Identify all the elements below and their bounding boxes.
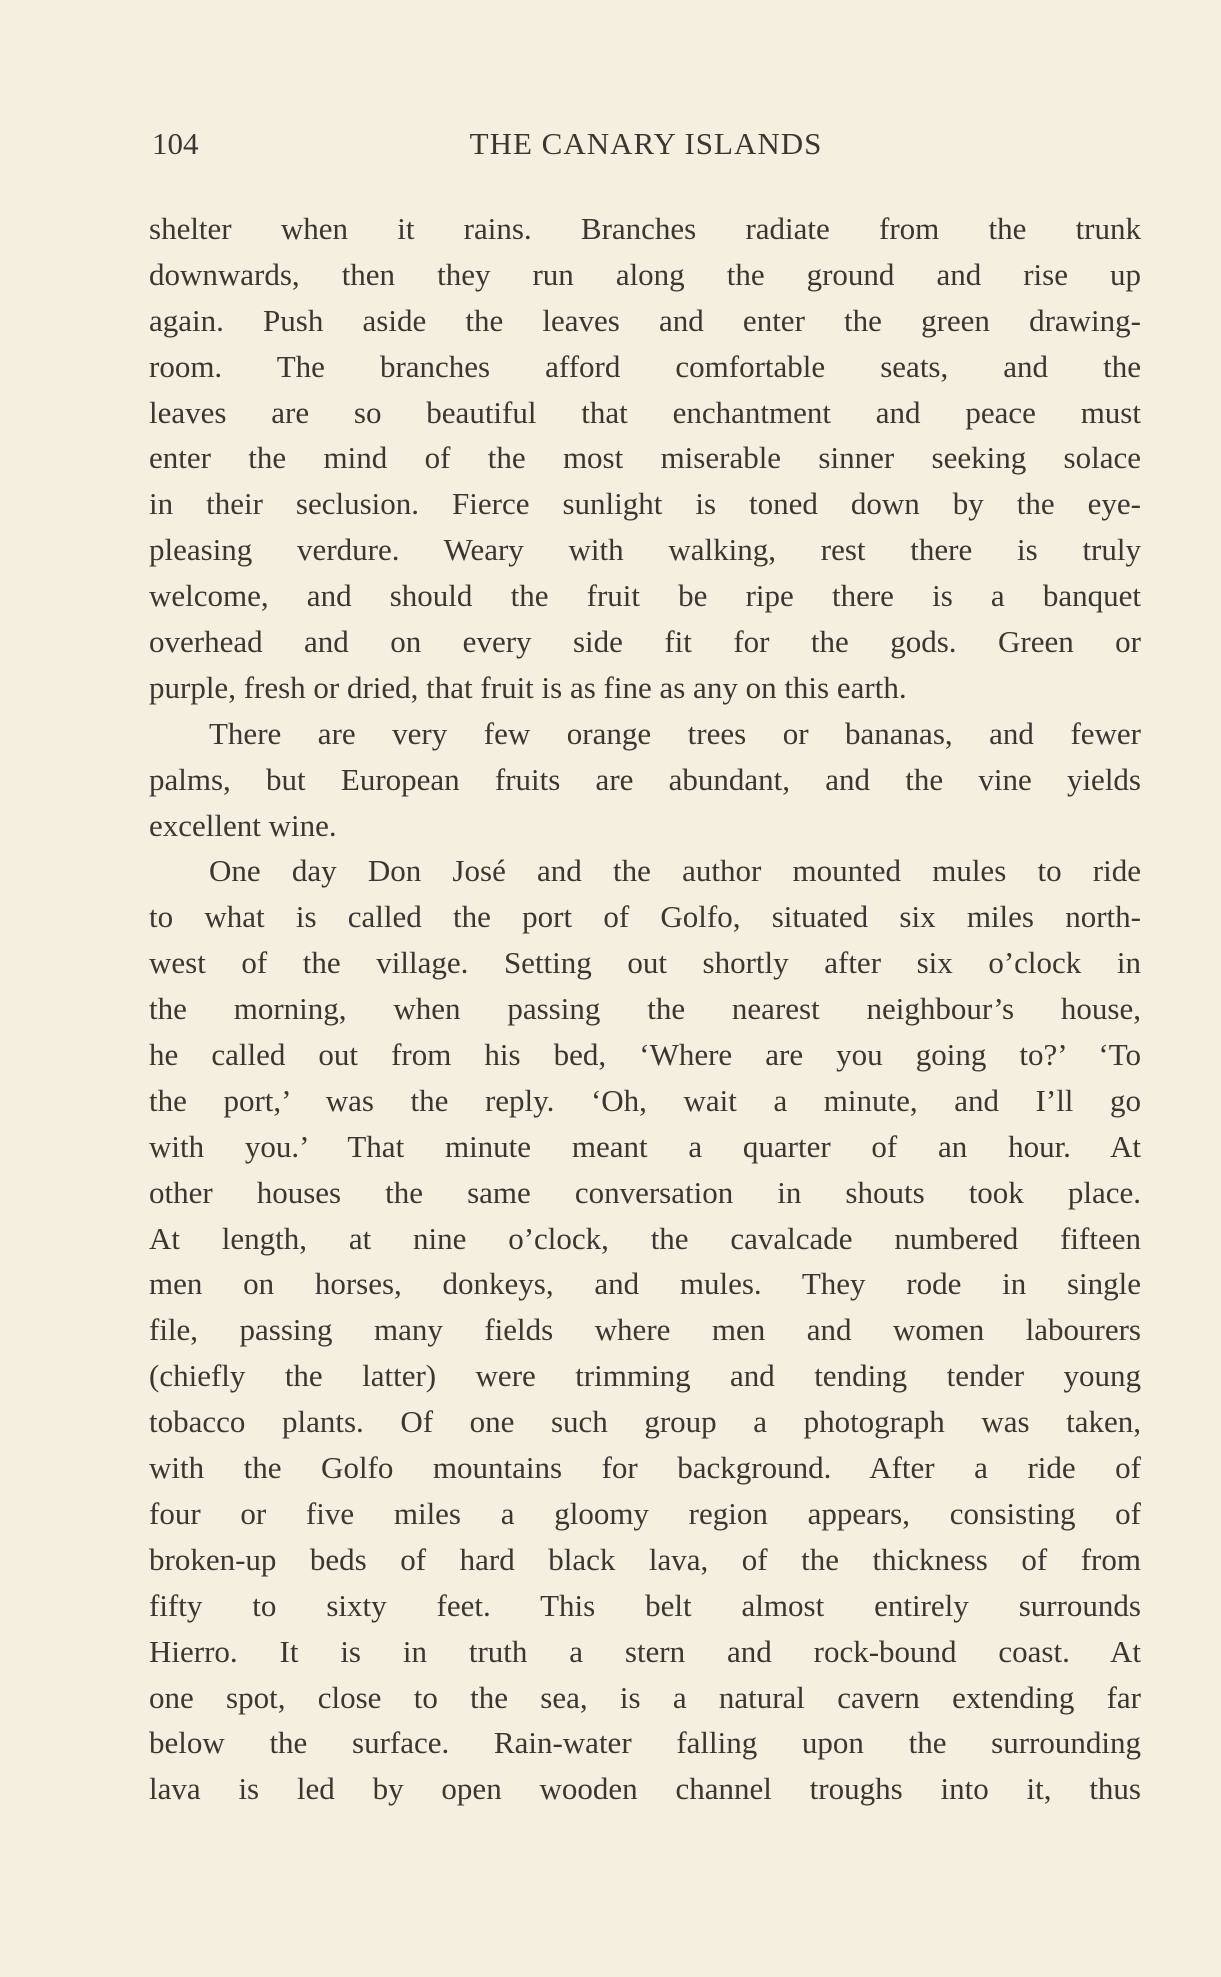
- text-line: file, passing many fields where men and women labourers: [149, 1312, 1141, 1348]
- text-line: other houses the same conversation in shouts took place.: [149, 1174, 1141, 1210]
- text-line: room. The branches afford comfortable seats, and the: [149, 348, 1141, 384]
- text-line: welcome, and should the fruit be ripe there is a banquet: [149, 578, 1141, 614]
- text-line: One day Don José and the author mounted mules to ride: [209, 853, 1141, 889]
- text-line: with the Golfo mountains for background. After a ride of: [149, 1450, 1141, 1486]
- text-line: overhead and on every side fit for the gods. Green or: [149, 624, 1141, 660]
- text-line: (chiefly the latter) were trimming and tending tender young: [149, 1358, 1141, 1394]
- running-title: THE CANARY ISLANDS: [469, 126, 823, 161]
- text-line: downwards, then they run along the ground and rise up: [149, 256, 1141, 292]
- text-line: palms, but European fruits are abundant, and the vine yields: [149, 761, 1141, 797]
- text-line: the port,’ was the reply. ‘Oh, wait a minute, and I’ll go: [149, 1082, 1141, 1118]
- text-line: There are very few orange trees or bananas, and fewer: [209, 715, 1141, 751]
- text-line: Hierro. It is in truth a stern and rock-bound coast. At: [149, 1633, 1141, 1669]
- text-line: he called out from his bed, ‘Where are you going to?’ ‘To: [149, 1037, 1141, 1073]
- text-line: At length, at nine o’clock, the cavalcade numbered fifteen: [149, 1220, 1141, 1256]
- text-line: excellent wine.: [149, 807, 337, 843]
- text-line: with you.’ That minute meant a quarter of an hour. At: [149, 1128, 1141, 1164]
- text-line: men on horses, donkeys, and mules. They rode in single: [149, 1266, 1141, 1302]
- body-text: [149, 206, 1141, 1812]
- text-line: purple, fresh or dried, that fruit is as fine as any on this earth.: [149, 669, 907, 705]
- text-line: to what is called the port of Golfo, situated six miles north-: [149, 899, 1141, 935]
- text-line: the morning, when passing the nearest neighbour’s house,: [149, 991, 1141, 1027]
- text-line: again. Push aside the leaves and enter the green drawing-: [149, 302, 1141, 338]
- text-line: below the surface. Rain-water falling upon the surrounding: [149, 1725, 1141, 1761]
- text-line: leaves are so beautiful that enchantment and peace must: [149, 394, 1141, 430]
- text-line: shelter when it rains. Branches radiate from the trunk: [149, 211, 1141, 246]
- text-line: enter the mind of the most miserable sinner seeking solace: [149, 440, 1141, 476]
- text-line: west of the village. Setting out shortly after six o’clock in: [149, 945, 1141, 981]
- text-line: lava is led by open wooden channel troughs into it, thus: [149, 1771, 1141, 1807]
- text-line: broken-up beds of hard black lava, of the thickness of from: [149, 1541, 1141, 1577]
- text-line: pleasing verdure. Weary with walking, rest there is truly: [149, 532, 1141, 568]
- text-line: tobacco plants. Of one such group a photograph was taken,: [149, 1404, 1141, 1440]
- text-line: fifty to sixty feet. This belt almost entirely surrounds: [149, 1587, 1141, 1623]
- text-line: four or five miles a gloomy region appears, consisting of: [149, 1495, 1141, 1531]
- text-line: in their seclusion. Fierce sunlight is toned down by the eye-: [149, 486, 1141, 522]
- text-line: one spot, close to the sea, is a natural cavern extending far: [149, 1679, 1141, 1715]
- page-number: 104: [152, 126, 199, 161]
- running-header: [150, 126, 1142, 172]
